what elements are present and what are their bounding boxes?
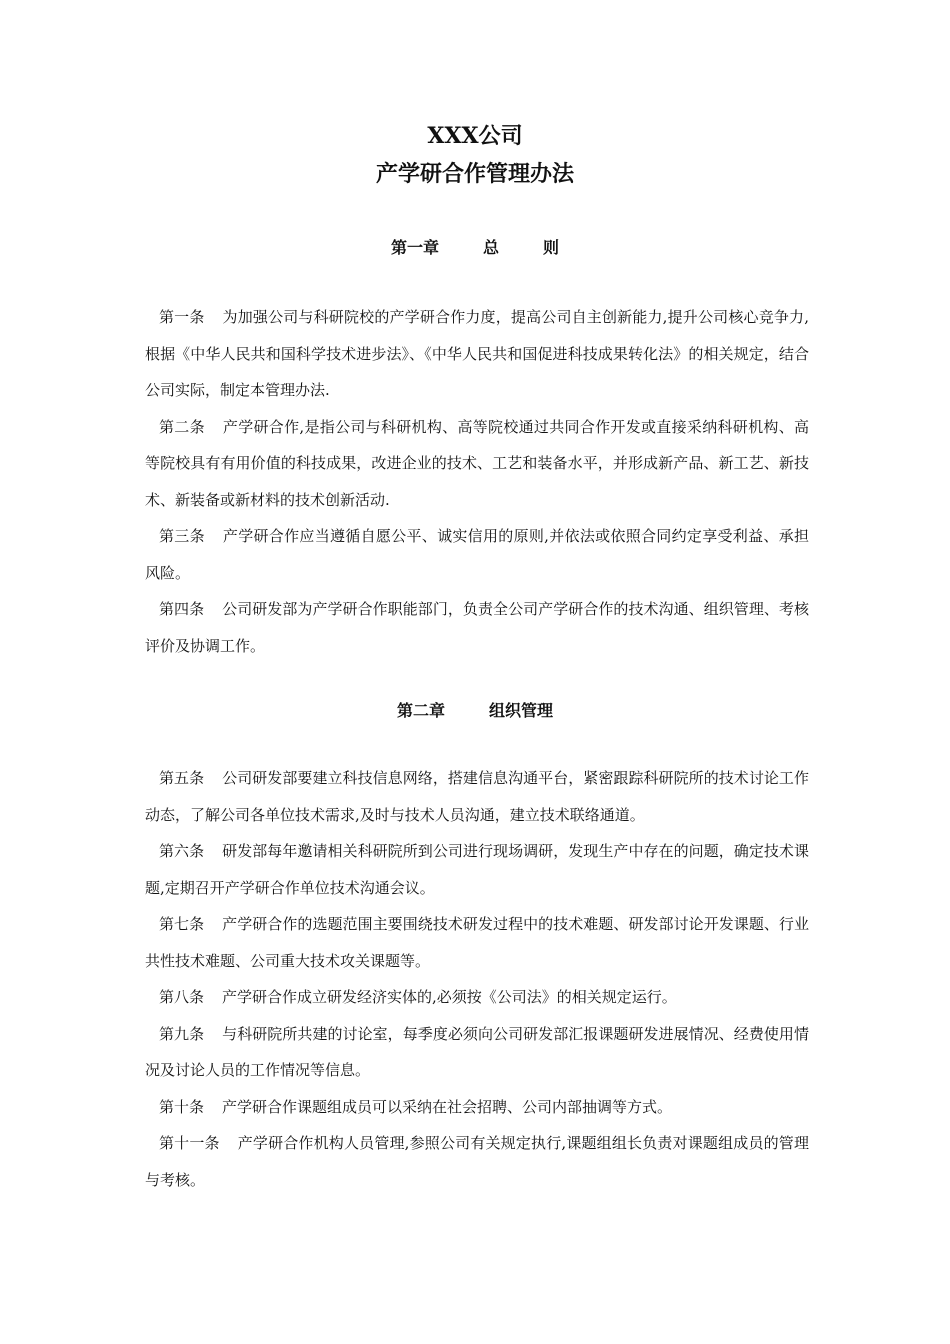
article-3 [145, 518, 809, 591]
article-2-number: 第二条 [159, 417, 205, 436]
article-9 [145, 1016, 809, 1089]
article-1-number: 第一条 [159, 308, 205, 326]
article-8-number: 第八条 [159, 988, 205, 1006]
chapter-1-heading [0, 236, 950, 260]
article-11-text: 产学研合作机构人员管理,参照公司有关规定执行,课题组组长负责对课题组成员的管理与考核。 [145, 1134, 809, 1189]
article-7-number: 第七条 [159, 915, 205, 933]
article-1 [145, 299, 809, 409]
article-10-number: 第十条 [159, 1097, 205, 1116]
article-3-text: 产学研合作应当遵循自愿公平、诚实信用的原则,并依法或依照合同约定享受利益、承担风险。 [145, 527, 809, 582]
article-11 [145, 1125, 809, 1198]
chapter-1-name-part-1: 总 [482, 238, 499, 257]
chapter-2-body [145, 760, 809, 1198]
article-4-number: 第四条 [159, 600, 205, 618]
article-7-text: 产学研合作的选题范围主要围绕技术研发过程中的技术难题、研发部讨论开发课题、行业共性技术难题、公司重大技术攻关课题等。 [145, 915, 809, 970]
article-8 [145, 979, 809, 1016]
article-2-text: 产学研合作,是指公司与科研机构、高等院校通过共同合作开发或直接采纳科研机构、高等院校具有有用价值的科技成果，改进企业的技术、工艺和装备水平，并形成新产品、新工艺、新技术、新装备或新材料的技术创新活动. [145, 417, 809, 509]
document-title: XXX公司 [427, 123, 523, 149]
article-4-text: 公司研发部为产学研合作职能部门，负责全公司产学研合作的技术沟通、组织管理、考核评价及协调工作。 [145, 600, 809, 655]
article-6 [145, 833, 809, 906]
chapter-2-name: 组织管理 [489, 701, 554, 720]
article-9-number: 第九条 [159, 1024, 205, 1043]
chapter-1-number: 第一章 [390, 238, 439, 257]
article-6-number: 第六条 [159, 842, 205, 860]
article-4 [145, 591, 809, 664]
chapter-1-body [145, 299, 809, 664]
article-9-text: 与科研院所共建的讨论室，每季度必须向公司研发部汇报课题研发进展情况、经费使用情况及讨论人员的工作情况等信息。 [145, 1024, 809, 1079]
article-2 [145, 409, 809, 519]
article-3-number: 第三条 [159, 527, 205, 545]
article-5 [145, 760, 809, 833]
document-subtitle: 产学研合作管理办法 [375, 161, 574, 187]
article-5-number: 第五条 [159, 769, 205, 787]
article-8-text: 产学研合作成立研发经济实体的,必须按《公司法》的相关规定运行。 [222, 988, 677, 1006]
chapter-2-heading [0, 699, 950, 723]
article-10 [145, 1089, 809, 1126]
article-11-number: 第十一条 [159, 1134, 220, 1152]
article-5-text: 公司研发部要建立科技信息网络，搭建信息沟通平台，紧密跟踪科研院所的技术讨论工作动态，了解公司各单位技术需求,及时与技术人员沟通，建立技术联络通道。 [145, 769, 809, 824]
article-7 [145, 906, 809, 979]
chapter-2-number: 第二章 [396, 701, 445, 720]
article-10-text: 产学研合作课题组成员可以采纳在社会招聘、公司内部抽调等方式。 [222, 1097, 673, 1116]
chapter-1-name-part-2: 则 [543, 238, 560, 257]
article-6-text: 研发部每年邀请相关科研院所到公司进行现场调研，发现生产中存在的问题，确定技术课题,定期召开产学研合作单位技术沟通会议。 [145, 842, 809, 897]
article-1-text: 为加强公司与科研院校的产学研合作力度，提高公司自主创新能力,提升公司核心竞争力,根据《中华人民共和国科学技术进步法》、《中华人民共和国促进科技成果转化法》的相关规定，结合公司实际，制定本管理办法. [145, 308, 809, 399]
